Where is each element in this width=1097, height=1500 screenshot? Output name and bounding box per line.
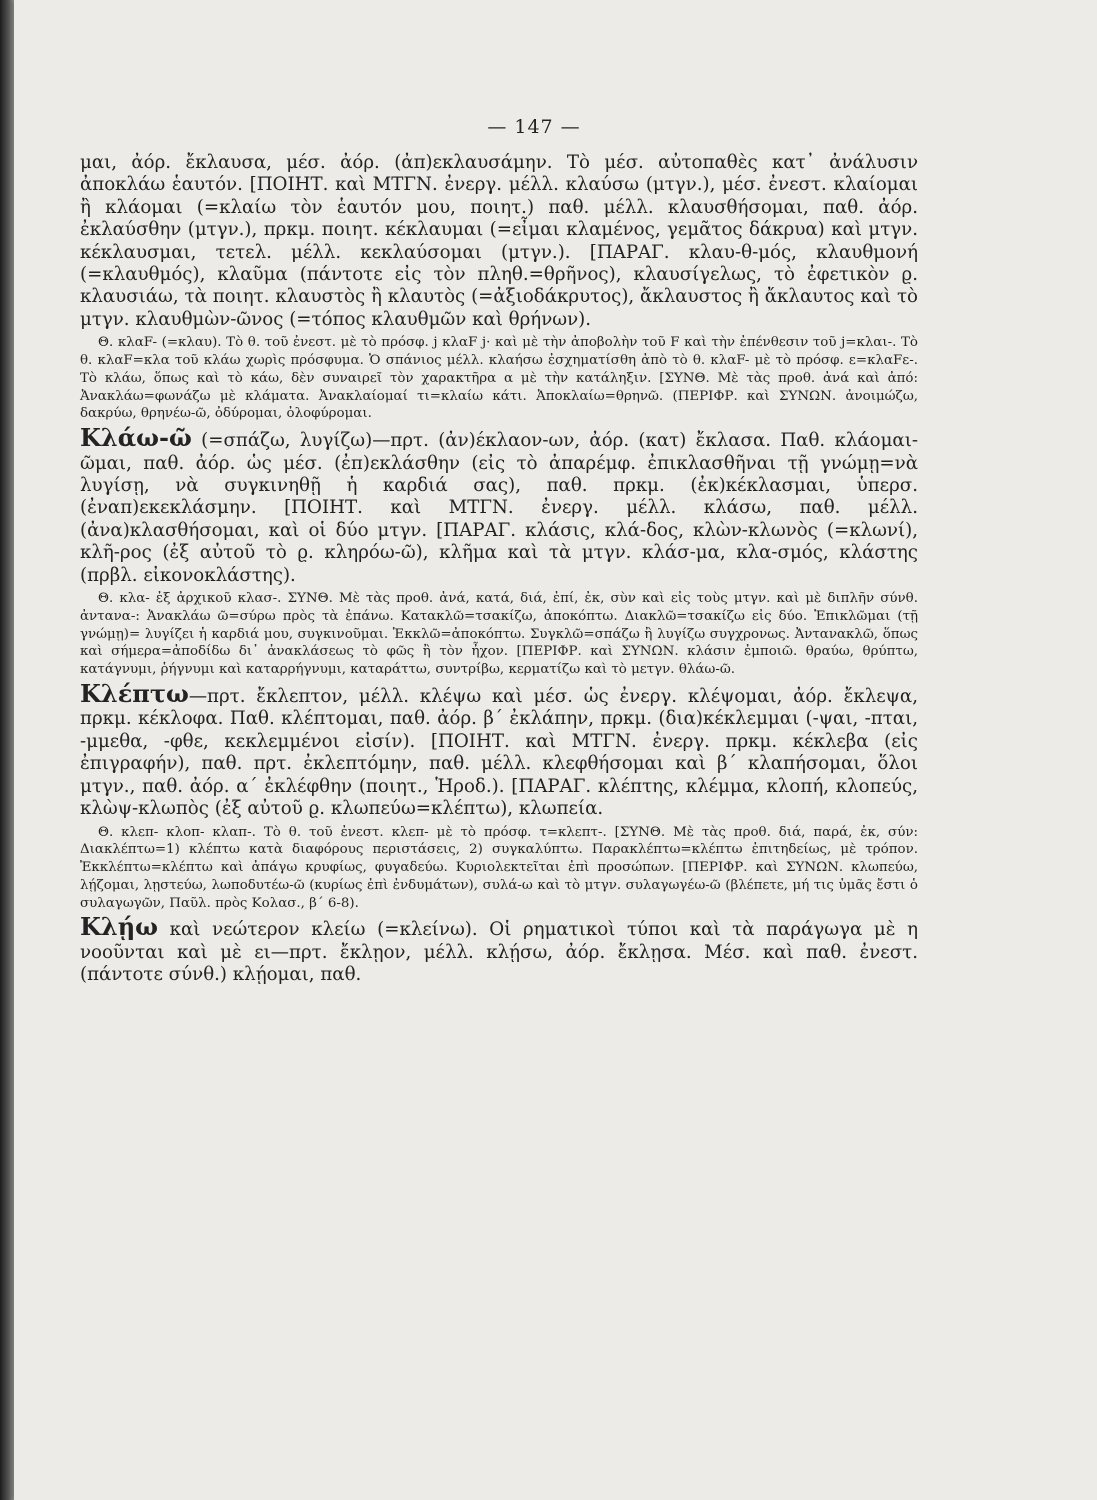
book-page (14, 0, 1097, 1500)
paragraph-klaio-continuation: μαι, ἀόρ. ἔκλαυσα, μέσ. ἀόρ. (ἀπ)εκλαυσάμην. Τὸ μέσ. αὐτοπαθὲς κατ᾿ ἀνάλυσιν ἀποκλάω ἑαυτόν. [ΠΟΙΗΤ. καὶ ΜΤΓΝ. ἐνεργ. μέλλ. κλαύσω (μτγν.), μέσ. ἐνεστ. κλαίομαι ἢ κλάομαι (=κλαίω τὸν ἑαυτόν μου, ποιητ.) παθ. μέλλ. κλαυσθήσομαι, παθ. ἀόρ. ἐκλαύσθην (μτγν.), πρκμ. ποιητ. κέκλαυμαι (=εἶμαι κλαμένος, γεμᾶτος δάκρυα) καὶ μτγν. κέκλαυσμαι, τετελ. μέλλ. κεκλαύσομαι (μτγν.). [ΠΑΡΑΓ. κλαυ-θ-μός, κλαυθμονή (=κλαυθμός), κλαῦμα (πάντοτε εἰς τὸν πληθ.=θρῆνος), κλαυσίγελως, τὸ ἐφετικὸν ϱ. κλαυσιάω, τὰ ποιητ. κλαυστὸς ἢ κλαυτὸς (=ἀξιοδάκρυτος), ἄκλαυστος ἢ ἄκλαυτος καὶ τὸ μτγν. κλαυθμὼν-ῶνος (=τόπος κλαυθμῶν καὶ θρήνων). (80, 152, 918, 330)
note-klao-theme: Θ. κλα- ἐξ ἀρχικοῦ κλασ-. ΣΥΝΘ. Μὲ τὰς προθ. ἀνά, κατά, διά, ἐπί, ἐκ, σὺν καὶ εἰς τοὺς μτγν. καὶ μὲ διπλῆν σύνθ. ἀντανα-: Ἀνακλάω ῶ=σύρω πρὸς τὰ ἐπάνω. Κατακλῶ=τσακίζω, ἀποκόπτω. Διακλῶ=τσακίζω εἰς δύο. Ἐπικλῶμαι (τῇ γνώμῃ)= λυγίζει ἡ καρδιά μου, συγκινοῦμαι. Ἐκκλῶ=ἀποκόπτω. Συγκλῶ=σπάζω ἢ λυγίζω συγχρονως. Ἀντανακλῶ, ὅπως καὶ σήμερα=ἀποδίδω δι᾿ ἀνακλάσεως τὸ φῶς ἢ τὸν ἦχον. [ΠΕΡΙΦΡ. καὶ ΣΥΝΩΝ. κλάσιν ἐμποιῶ. θραύω, θρύπτω, κατάγνυμι, ῥήγνυμι καὶ καταρρήγνυμι, καταράττω, συντρίβω, κερματίζω καὶ τὸ μετγν. θλάω-ῶ. (80, 591, 918, 678)
headword-klao: Κλάω-ῶ (80, 423, 192, 453)
headword-kleio: Κλῄω (80, 912, 158, 942)
page-text (80, 152, 918, 987)
page-number: — 147 — (487, 116, 581, 138)
headword-klepto: Κλέπτω (80, 679, 189, 709)
entry-klepto-body: —πρτ. ἔκλεπτον, μέλλ. κλέψω καὶ μέσ. ὡς ἐνεργ. κλέψομαι, ἀόρ. ἔκλεψα, πρκμ. κέκλοφα. Παθ. κλέπτομαι, παθ. ἀόρ. β΄ ἐκλάπην, πρκμ. (δια)κέκλεμμαι (-ψαι, -πται, -μμεθα, -φθε, κεκλεμμένοι εἰσίν). [ΠΟΙΗΤ. καὶ ΜΤΓΝ. ἐνεργ. πρκμ. κέκλεβα (εἰς ἐπιγραφήν), παθ. πρτ. ἐκλεπτόμην, παθ. μέλλ. κλεφθήσομαι καὶ β΄ κλαπήσομαι, ὅλοι μτγν., παθ. ἀόρ. α΄ ἐκλέφθην (ποιητ., Ἡροδ.). [ΠΑΡΑΓ. κλέπτης, κλέμμα, κλοπή, κλοπεύς, κλὼψ-κλωπὸς (ἐξ αὐτοῦ ϱ. κλωπεύω=κλέπτω), κλωπεία. (80, 686, 918, 820)
entry-klao (80, 423, 918, 587)
entry-klao-body: (=σπάζω, λυγίζω)—πρτ. (ἀν)έκλαον-ων, ἀόρ. (κατ) ἔκλασα. Παθ. κλάομαι-ῶμαι, παθ. ἀόρ. ὡς μέσ. (ἐπ)εκλάσθην (εἰς τὸ ἀπαρέμφ. ἐπικλασθῆναι τῇ γνώμῃ=νὰ λυγίσῃ, νὰ συγκινηθῇ ἡ καρδιά σας), παθ. πρκμ. (ἐκ)κέκλασμαι, ὑπερσ. (ἐναπ)εκεκλάσμην. [ΠΟΙΗΤ. καὶ ΜΤΓΝ. ἐνεργ. μέλλ. κλάσω, παθ. μέλλ. (ἀνα)κλασθήσομαι, καὶ οἱ δύο μτγν. [ΠΑΡΑΓ. κλάσις, κλά-δος, κλὼν-κλωνὸς (=κλωνί), κλῆ-ρος (ἐξ αὐτοῦ τὸ ϱ. κληρόω-ῶ), κλῆμα καὶ τὰ μτγν. κλάσ-μα, κλα-σμός, κλάστης (πρβλ. εἰκονοκλάστης). (80, 430, 918, 586)
book-spine-shadow (0, 0, 14, 1500)
note-klaio-theme: Θ. κλαF- (=κλαυ). Τὸ θ. τοῦ ἐνεστ. μὲ τὸ πρόσφ. j κλαF j· καὶ μὲ τὴν ἀποβολὴν τοῦ F καὶ τὴν ἐπένθεσιν τοῦ j=κλαι-. Τὸ θ. κλαF=κλα τοῦ κλάω χωρὶς πρόσφυμα. Ὁ σπάνιος μέλλ. κλαήσω ἐσχηματίσθη ἀπὸ τὸ θ. κλαF- μὲ τὸ πρόσφ. ε=κλαFε-. Τὸ κλάω, ὅπως καὶ τὸ κάω, δὲν συναιρεῖ τὸν χαρακτῆρα α μὲ τὴν κατάληξιν. [ΣΥΝΘ. Μὲ τὰς προθ. ἀνά καὶ ἀπό: Ἀνακλάω=φωνάζω μὲ κλάματα. Ἀνακλαίομαί τι=κλαίω κάτι. Ἀποκλαίω=θρηνῶ. (ΠΕΡΙΦΡ. καὶ ΣΥΝΩΝ. ἀνοιμώζω, δακρύω, θρηνέω-ῶ, ὀδύρομαι, ὀλοφύρομαι. (80, 335, 918, 422)
entry-klepto (80, 679, 918, 820)
entry-kleio (80, 912, 918, 986)
entry-kleio-body: καὶ νεώτερον κλείω (=κλείνω). Οἱ ρηματικοὶ τύποι καὶ τὰ παράγωγα μὲ η νοοῦνται καὶ μὲ ει—πρτ. ἔκλῃον, μέλλ. κλῄσω, ἀόρ. ἔκλῃσα. Μέσ. καὶ παθ. ἐνεστ. (πάντοτε σύνθ.) κλῄομαι, παθ. (80, 919, 918, 986)
note-klepto-theme: Θ. κλεπ- κλοπ- κλαπ-. Τὸ θ. τοῦ ἐνεστ. κλεπ- μὲ τὸ πρόσφ. τ=κλεπτ-. [ΣΥΝΘ. Μὲ τὰς προθ. διά, παρά, ἐκ, σύν: Διακλέπτω=1) κλέπτω κατὰ διαφόρους περιστάσεις, 2) συγκαλύπτω. Παρακλέπτω=κλέπτω ἐπιτηδείως, μὲ τρόπον. Ἐκκλέπτω=κλέπτω καὶ ἀπάγω κρυφίως, φυγαδεύω. Κυριολεκτεῖται ἐπὶ προσώπων. [ΠΕΡΙΦΡ. καὶ ΣΥΝΩΝ. κλωπεύω, λῄζομαι, λῃστεύω, λωποδυτέω-ῶ (κυρίως ἐπὶ ἐνδυμάτων), συλά-ω καὶ τὸ μτγν. συλαγωγέω-ῶ (βλέπετε, μή τις ὑμᾶς ἔστι ὁ συλαγωγῶν, Παῦλ. πρὸς Κολασ., β΄ 6-8). (80, 824, 918, 911)
